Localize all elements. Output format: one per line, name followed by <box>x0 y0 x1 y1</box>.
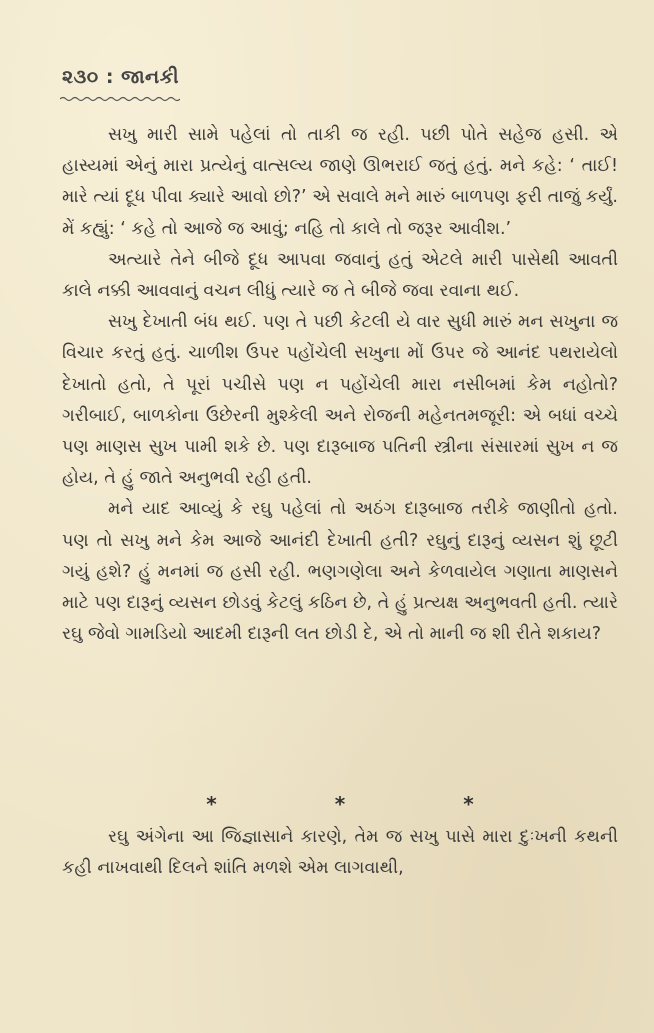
section-break <box>62 792 618 816</box>
wavy-underline-ornament <box>60 96 180 102</box>
section-break-star: * <box>206 792 217 816</box>
paragraph: રઘુ અંગેના આ જિજ્ઞાસાને કારણે, તેમ જ સખુ પાસે મારા દુઃખની કથની કહી નાખવાથી દિલને શાંતિ મળશે એમ લાગવાથી, <box>62 827 618 879</box>
body-text <box>62 120 618 650</box>
closing-text <box>62 822 618 884</box>
paragraph: અત્યારે તેને બીજે દૂધ આપવા જવાનું હતું એટલે મારી પાસેથી આવતી કાલે નક્કી આવવાનું વચન લીધું ત્યારે જ તે બીજે જવા રવાના થઈ. <box>62 249 618 302</box>
paragraph: મને યાદ આવ્યું કે રઘુ પહેલાં તો અઠંગ દારૂબાજ તરીકે જાણીતો હતો. પણ તો સખુ મને કેમ આજે આનંદી દેખાતી હતી? રઘુનું દારૂનું વ્યસન શું છૂટી ગયું હશે? હું મનમાં જ હસી રહી. ભણગણેલા અને કેળવાયેલ ગણાતા માણસને માટે પણ દારૂનું વ્યસન છોડવું કેટલું કઠિન છે, તે હું પ્રત્યક્ષ અનુભવતી હતી. ત્યારે રઘુ જેવો ગામડિયો આદમી દારૂની લત છોડી દે, એ તો માની જ શી રીતે શકાય? <box>62 499 618 645</box>
running-head: ૨૩૦ : જાનકી <box>62 66 180 88</box>
paragraph: સખુ મારી સામે પહેલાં તો તાકી જ રહી. પછી પોતે સહેજ હસી. એ હાસ્યમાં એનું મારા પ્રત્યેનું વાત્સલ્ય જાણે ઊભરાઈ જતું હતું. મને કહે: ‘ તાઈ! મારે ત્યાં દૂધ પીવા ક્યારે આવો છો?’ એ સવાલે મને મારું બાળપણ ફરી તાજું કર્યું. મેં કહ્યું: ‘ કહે તો આજે જ આવું; નહિ તો કાલે તો જરૂર આવીશ.’ <box>62 125 618 239</box>
section-break-star: * <box>334 792 346 816</box>
paragraph: સખુ દેખાતી બંધ થઈ. પણ તે પછી કેટલી યે વાર સુધી મારું મન સખુના જ વિચાર કરતું હતું. ચાળીશ ઉપર પહોંચેલી સખુના મોં ઉપર જે આનંદ પથરાયેલો દેખાતો હતો, તે પૂરાં પચીસે પણ ન પહોંચેલી મારા નસીબમાં કેમ નહોતો? ગરીબાઈ, બાળકોના ઉછેરની મુશ્કેલી અને રોજની મહેનતમજૂરી: એ બધાં વચ્ચે પણ માણસ સુખ પામી શકે છે. પણ દારૂબાજ પતિની સ્ત્રીના સંસારમાં સુખ ન જ હોય, તે હું જાતે અનુભવી રહી હતી. <box>62 312 618 489</box>
section-break-star: * <box>463 792 474 816</box>
